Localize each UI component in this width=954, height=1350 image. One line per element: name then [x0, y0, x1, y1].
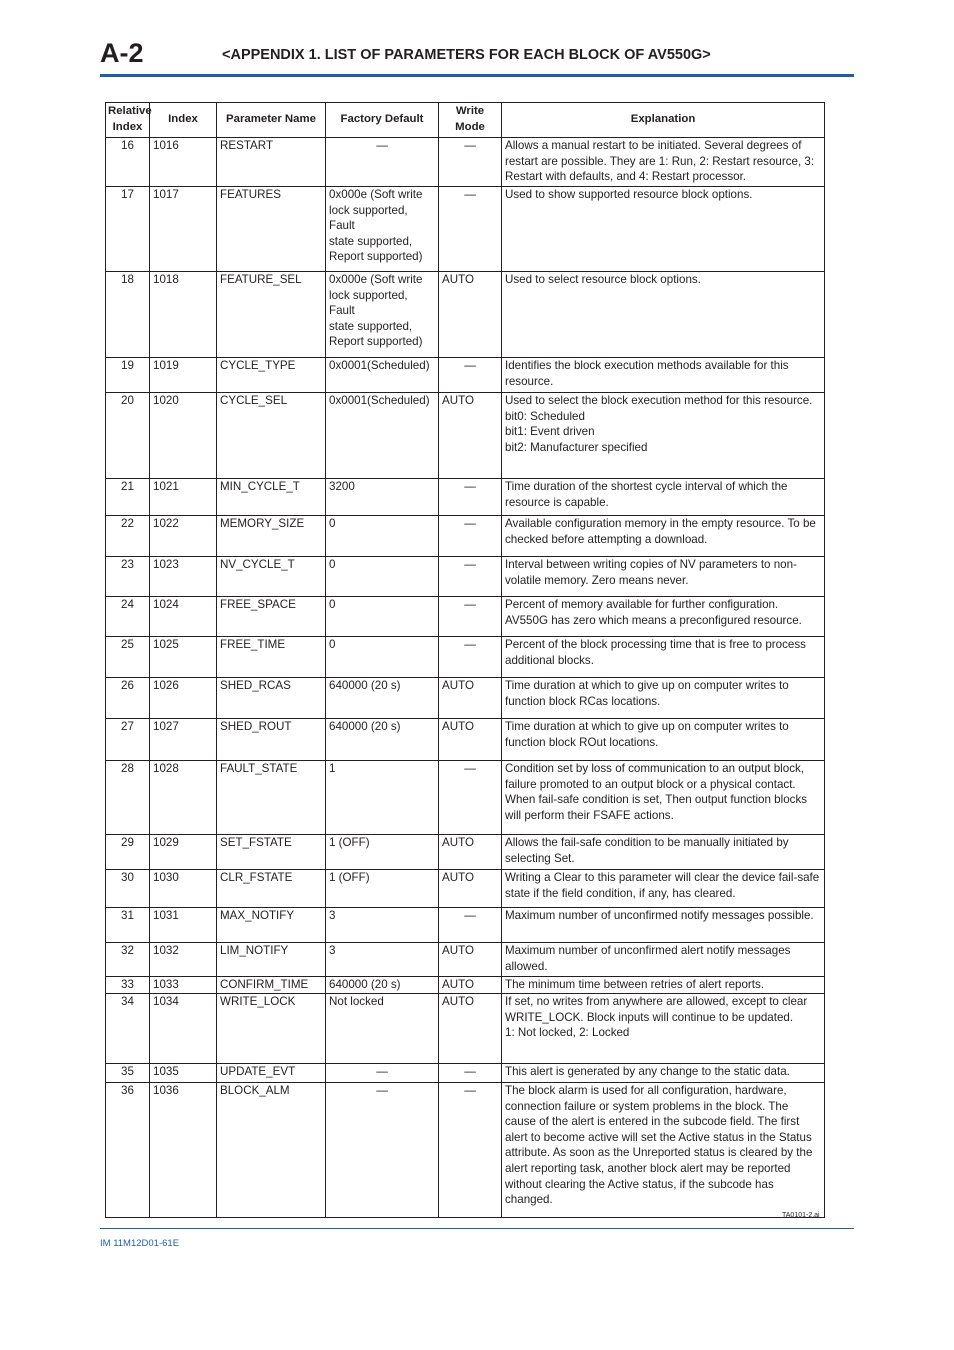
parameter-name-cell: FEATURES [217, 187, 326, 272]
write-mode-cell: AUTO [439, 835, 502, 870]
table-row [106, 393, 825, 479]
explanation-cell: Available configuration memory in the empty resource. To be checked before attempting a download. [502, 516, 825, 557]
parameter-name-cell: LIM_NOTIFY [217, 943, 326, 977]
factory-default-cell: 1 [326, 761, 439, 835]
explanation-cell: If set, no writes from anywhere are allowed, except to clear WRITE_LOCK. Block inputs will continue to be updated. 1: Not locked, 2: Locked [502, 994, 825, 1064]
factory-default-cell: — [326, 1064, 439, 1083]
index-cell: 1034 [150, 994, 217, 1064]
relative-index-cell: 26 [106, 678, 150, 719]
write-mode-cell: AUTO [439, 977, 502, 994]
page-title: <APPENDIX 1. LIST OF PARAMETERS FOR EACH BLOCK OF AV550G> [222, 47, 711, 63]
factory-default-cell: 1 (OFF) [326, 835, 439, 870]
table-row [106, 1083, 825, 1218]
factory-default-cell: 0 [326, 597, 439, 637]
explanation-cell: Used to select resource block options. [502, 272, 825, 358]
index-cell: 1021 [150, 479, 217, 516]
header-divider [100, 74, 854, 77]
table-row [106, 597, 825, 637]
table-row [106, 479, 825, 516]
explanation-cell: Condition set by loss of communication to an output block, failure promoted to an output block or a physical contact. When fail-safe condition is set, Then output function blocks will perform their FSAFE actions. [502, 761, 825, 835]
relative-index-cell: 20 [106, 393, 150, 479]
table-row [106, 1064, 825, 1083]
write-mode-cell: — [439, 479, 502, 516]
table-row [106, 908, 825, 943]
document-id: IM 11M12D01-61E [100, 1238, 180, 1249]
factory-default-cell: 1 (OFF) [326, 870, 439, 908]
relative-index-cell: 19 [106, 358, 150, 393]
explanation-cell: Percent of memory available for further configuration. AV550G has zero which means a preconfigured resource. [502, 597, 825, 637]
explanation-cell: Percent of the block processing time that is free to process additional blocks. [502, 637, 825, 678]
parameter-name-cell: FAULT_STATE [217, 761, 326, 835]
parameter-name-cell: CYCLE_TYPE [217, 358, 326, 393]
column-header-index: Index [150, 103, 217, 138]
factory-default-cell: — [326, 1083, 439, 1218]
index-cell: 1017 [150, 187, 217, 272]
table-row [106, 557, 825, 597]
table-row [106, 637, 825, 678]
write-mode-cell: — [439, 138, 502, 187]
write-mode-cell: — [439, 1064, 502, 1083]
index-cell: 1019 [150, 358, 217, 393]
explanation-cell: Time duration at which to give up on computer writes to function block ROut locations. [502, 719, 825, 761]
factory-default-cell: 3 [326, 908, 439, 943]
factory-default-cell: 3 [326, 943, 439, 977]
index-cell: 1029 [150, 835, 217, 870]
parameter-name-cell: UPDATE_EVT [217, 1064, 326, 1083]
parameter-name-cell: FEATURE_SEL [217, 272, 326, 358]
index-cell: 1016 [150, 138, 217, 187]
table-row [106, 943, 825, 977]
page-label: A-2 [100, 38, 144, 68]
index-cell: 1030 [150, 870, 217, 908]
index-cell: 1036 [150, 1083, 217, 1218]
write-mode-cell: AUTO [439, 719, 502, 761]
relative-index-cell: 17 [106, 187, 150, 272]
factory-default-cell: 0 [326, 516, 439, 557]
write-mode-cell: — [439, 358, 502, 393]
table-row [106, 994, 825, 1064]
table-row [106, 761, 825, 835]
footer-divider [100, 1228, 854, 1229]
write-mode-cell: — [439, 637, 502, 678]
table-row [106, 719, 825, 761]
explanation-cell: Maximum number of unconfirmed alert notify messages allowed. [502, 943, 825, 977]
factory-default-cell: 640000 (20 s) [326, 977, 439, 994]
index-cell: 1025 [150, 637, 217, 678]
table-row [106, 187, 825, 272]
table-row [106, 977, 825, 994]
parameter-name-cell: MEMORY_SIZE [217, 516, 326, 557]
write-mode-cell: — [439, 516, 502, 557]
write-mode-cell: — [439, 557, 502, 597]
factory-default-cell: 0 [326, 637, 439, 678]
explanation-cell: Time duration of the shortest cycle interval of which the resource is capable. [502, 479, 825, 516]
table-row [106, 870, 825, 908]
table-row [106, 835, 825, 870]
factory-default-cell: 3200 [326, 479, 439, 516]
relative-index-cell: 18 [106, 272, 150, 358]
table-row [106, 272, 825, 358]
parameter-name-cell: BLOCK_ALM [217, 1083, 326, 1218]
parameter-name-cell: CONFIRM_TIME [217, 977, 326, 994]
relative-index-cell: 30 [106, 870, 150, 908]
table-header-row [106, 103, 825, 138]
factory-default-cell: 0x0001(Scheduled) [326, 393, 439, 479]
column-header-write-mode: Write Mode [439, 103, 502, 138]
relative-index-cell: 28 [106, 761, 150, 835]
relative-index-cell: 22 [106, 516, 150, 557]
relative-index-cell: 16 [106, 138, 150, 187]
column-header-relative-index: Relative Index [106, 103, 150, 138]
factory-default-cell: 640000 (20 s) [326, 719, 439, 761]
explanation-cell: Allows the fail-safe condition to be manually initiated by selecting Set. [502, 835, 825, 870]
relative-index-cell: 36 [106, 1083, 150, 1218]
relative-index-cell: 35 [106, 1064, 150, 1083]
write-mode-cell: AUTO [439, 870, 502, 908]
factory-default-cell: 640000 (20 s) [326, 678, 439, 719]
parameter-name-cell: FREE_SPACE [217, 597, 326, 637]
parameter-name-cell: RESTART [217, 138, 326, 187]
explanation-cell: Used to show supported resource block options. [502, 187, 825, 272]
write-mode-cell: — [439, 761, 502, 835]
column-header-parameter-name: Parameter Name [217, 103, 326, 138]
parameter-name-cell: MIN_CYCLE_T [217, 479, 326, 516]
explanation-cell: Maximum number of unconfirmed notify messages possible. [502, 908, 825, 943]
index-cell: 1023 [150, 557, 217, 597]
relative-index-cell: 29 [106, 835, 150, 870]
write-mode-cell: AUTO [439, 678, 502, 719]
index-cell: 1027 [150, 719, 217, 761]
explanation-cell: Writing a Clear to this parameter will clear the device fail-safe state if the field condition, if any, has cleared. [502, 870, 825, 908]
column-header-explanation: Explanation [502, 103, 825, 138]
table-body [106, 138, 825, 1218]
index-cell: 1024 [150, 597, 217, 637]
factory-default-cell: 0x000e (Soft write lock supported, Fault state supported, Report supported) [326, 187, 439, 272]
column-header-factory-default: Factory Default [326, 103, 439, 138]
parameter-name-cell: SHED_ROUT [217, 719, 326, 761]
parameter-name-cell: MAX_NOTIFY [217, 908, 326, 943]
relative-index-cell: 27 [106, 719, 150, 761]
relative-index-cell: 33 [106, 977, 150, 994]
parameter-name-cell: CLR_FSTATE [217, 870, 326, 908]
index-cell: 1033 [150, 977, 217, 994]
parameter-name-cell: CYCLE_SEL [217, 393, 326, 479]
index-cell: 1028 [150, 761, 217, 835]
index-cell: 1020 [150, 393, 217, 479]
relative-index-cell: 32 [106, 943, 150, 977]
explanation-cell: The block alarm is used for all configuration, hardware, connection failure or system problems in the block. The cause of the alert is entered in the subcode field. The first alert to become active will set the Active status in the Status attribute. As soon as the Unreported status is cleared by the alert reporting task, another block alert may be reported without clearing the Active status, if the subcode has changed. [502, 1083, 825, 1218]
write-mode-cell: AUTO [439, 943, 502, 977]
parameter-name-cell: FREE_TIME [217, 637, 326, 678]
parameter-table [105, 102, 825, 1218]
relative-index-cell: 31 [106, 908, 150, 943]
table-row [106, 678, 825, 719]
index-cell: 1026 [150, 678, 217, 719]
index-cell: 1035 [150, 1064, 217, 1083]
explanation-cell: Time duration at which to give up on computer writes to function block RCas locations. [502, 678, 825, 719]
write-mode-cell: — [439, 1083, 502, 1218]
explanation-cell: Identifies the block execution methods available for this resource. [502, 358, 825, 393]
explanation-cell: Used to select the block execution method for this resource. bit0: Scheduled bit1: Event driven bit2: Manufacturer specified [502, 393, 825, 479]
relative-index-cell: 34 [106, 994, 150, 1064]
write-mode-cell: AUTO [439, 272, 502, 358]
table-row [106, 358, 825, 393]
parameter-name-cell: SET_FSTATE [217, 835, 326, 870]
index-cell: 1031 [150, 908, 217, 943]
relative-index-cell: 23 [106, 557, 150, 597]
factory-default-cell: Not locked [326, 994, 439, 1064]
write-mode-cell: AUTO [439, 994, 502, 1064]
relative-index-cell: 21 [106, 479, 150, 516]
explanation-cell: Allows a manual restart to be initiated. Several degrees of restart are possible. They are 1: Run, 2: Restart resource, 3: Restart with defaults, and 4: Restart processor. [502, 138, 825, 187]
parameter-name-cell: NV_CYCLE_T [217, 557, 326, 597]
relative-index-cell: 24 [106, 597, 150, 637]
factory-default-cell: 0 [326, 557, 439, 597]
factory-default-cell: 0x000e (Soft write lock supported, Fault state supported, Report supported) [326, 272, 439, 358]
relative-index-cell: 25 [106, 637, 150, 678]
table-row [106, 516, 825, 557]
table-row [106, 138, 825, 187]
index-cell: 1032 [150, 943, 217, 977]
write-mode-cell: — [439, 597, 502, 637]
factory-default-cell: 0x0001(Scheduled) [326, 358, 439, 393]
write-mode-cell: — [439, 908, 502, 943]
factory-default-cell: — [326, 138, 439, 187]
parameter-name-cell: SHED_RCAS [217, 678, 326, 719]
index-cell: 1018 [150, 272, 217, 358]
explanation-cell: The minimum time between retries of alert reports. [502, 977, 825, 994]
index-cell: 1022 [150, 516, 217, 557]
explanation-cell: This alert is generated by any change to the static data. [502, 1064, 825, 1083]
figure-tag: TA0101-2.ai [782, 1212, 820, 1219]
write-mode-cell: — [439, 187, 502, 272]
explanation-cell: Interval between writing copies of NV parameters to non-volatile memory. Zero means never. [502, 557, 825, 597]
write-mode-cell: AUTO [439, 393, 502, 479]
parameter-name-cell: WRITE_LOCK [217, 994, 326, 1064]
